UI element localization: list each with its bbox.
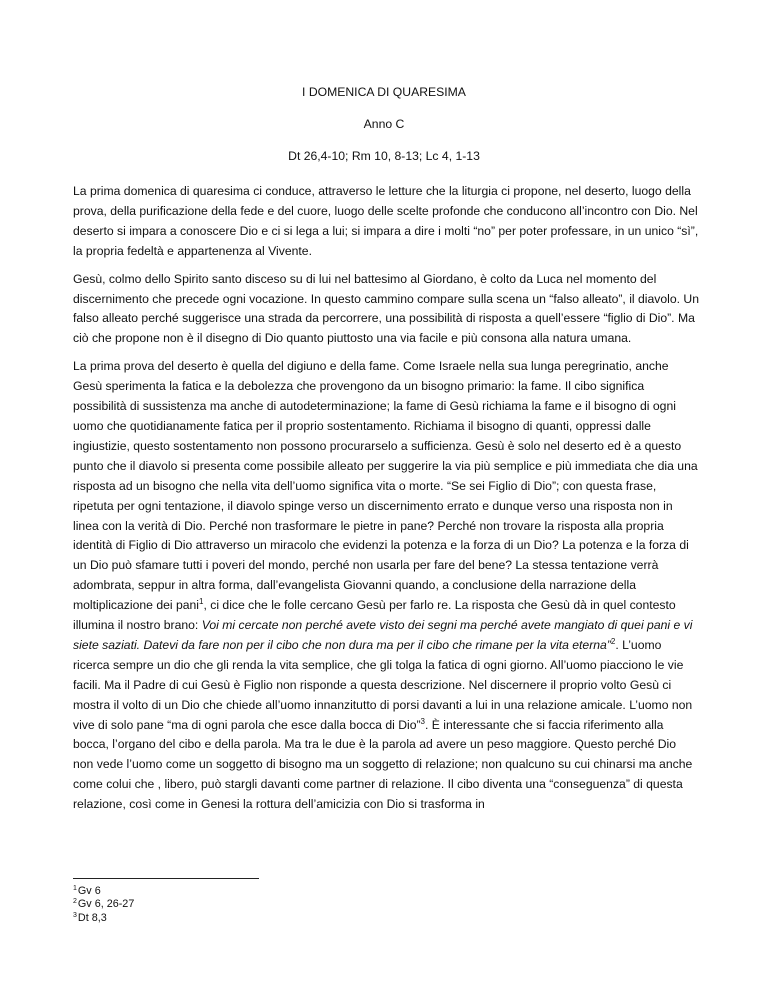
- footnote-text: Dt 8,3: [77, 911, 107, 924]
- footnote-ref-3: 3: [420, 716, 425, 726]
- scripture-readings: Dt 26,4-10; Rm 10, 8-13; Lc 4, 1-13: [288, 149, 480, 163]
- paragraph-1: La prima domenica di quaresima ci conduce, attraverso le letture che la liturgia ci propone, nel deserto, luogo della prova, della purificazione della fede e del cuore, luogo delle scelte profonde che conducono all’incontro con Dio. Nel deserto si impara a conoscere Dio e ci si lega a lui; si impara a dire i molti “no” per poter professare, in un unico “sì”, la propria fedeltà e appartenenza al Vivente.: [73, 184, 699, 258]
- title-block: [0, 84, 768, 180]
- paragraph-2: Gesù, colmo dello Spirito santo disceso su di lui nel battesimo al Giordano, è colto da Luca nel momento del discernimento che precede ogni vocazione. In questo cammino compare sulla scena un “falso alleato”, il diavolo. Un falso alleato perché suggerisce una strada da percorrere, una possibilità di risposta a quell’essere “figlio di Dio”. Ma ciò che propone non è il disegno di Dio quanto piuttosto una via facile e più consona alla natura umana.: [73, 271, 699, 346]
- footnote-2: [73, 898, 134, 911]
- footnote-number: 3: [73, 911, 77, 919]
- paragraph-3-part-d: . È interessante che si faccia riferimento alla bocca, l’organo del cibo e della parola. Ma tra le due è la parola ad avere un peso maggiore. Questo perché Dio non vede l’uomo come un soggetto di bisogno ma un soggetto di relazione; non qualcuno su cui chinarsi ma anche come colui che , libero, può stargli davanti come partner di relazione. Il cibo diventa una “conseguenza” di questa relazione, così come in Genesi la rottura dell’amicizia con Dio si trasforma in: [73, 717, 693, 812]
- body-text: [73, 182, 699, 823]
- footnote-text: Gv 6, 26-27: [77, 898, 135, 911]
- liturgical-year: Anno C: [363, 117, 405, 131]
- footnotes: [73, 885, 134, 925]
- page-title: I DOMENICA DI QUARESIMA: [302, 85, 466, 99]
- footnote-ref-1: 1: [199, 597, 204, 607]
- footnote-separator: [73, 878, 259, 879]
- footnote-ref-2: 2: [610, 636, 616, 646]
- footnote-1: [73, 885, 134, 898]
- paragraph-3: [73, 357, 699, 815]
- footnote-number: 2: [73, 898, 77, 906]
- paragraph-3-part-a: La prima prova del deserto è quella del digiuno e della fame. Come Israele nella sua lunga peregrinatio, anche Gesù sperimenta la fatica e la debolezza che provengono da un bisogno primario: la fame. Il cibo significa possibilità di sussistenza ma anche di autodeterminazione; la fame di Gesù richiama la fame e il bisogno di ogni uomo che quotidianamente fatica per il proprio sostentamento. Richiama il bisogno di quanti, oppressi dalle ingiustizie, questo sostentamento non possono procurarselo a sufficienza. Gesù è solo nel deserto ed è a questo punto che il diavolo si presenta come possibile alleato per suggerire la via più semplice e più immediata che dia una risposta ad un bisogno che nella vita dell’uomo significa vita o morte. “Se sei Figlio di Dio”; con questa frase, ripetuta per ogni tentazione, il diavolo spinge verso un discernimento errato e dunque verso una risposta non in linea con la verità di Dio. Perché non trasformare le pietre in pane? Perché non trovare la risposta alla propria identità di Figlio di Dio attraverso un miracolo che evidenzi la potenza e la forza di un Dio? La potenza e la forza di un Dio può sfamare tutti i poveri del mondo, perché non usarla per fare del bene? La stessa tentazione verrà adombrata, seppur in altra forma, dall’evangelista Giovanni quando, a conclusione della narrazione della moltiplicazione dei pani: [73, 359, 698, 613]
- gospel-quote: Voi mi cercate non perché avete visto dei segni ma perché avete mangiato di quei pani e vi siete saziati. Datevi da fare non per il cibo che non dura ma per il cibo che rimane per la vita eterna”: [73, 618, 693, 652]
- paragraph-3-part-c: . L’uomo ricerca sempre un dio che gli renda la vita semplice, che gli tolga la fatica di ogni giorno. All’uomo piacciono le vie facili. Ma il Padre di cui Gesù è Figlio non risponde a questa descrizione. Nel discernere il proprio volto Gesù ci mostra il volto di un Dio che chiede all’uomo innanzitutto di porsi davanti a lui in una relazione amicale. L’uomo non vive di solo pane “ma di ogni parola che esce dalla bocca di Dio”: [73, 637, 693, 732]
- footnote-3: [73, 912, 134, 925]
- footnote-text: Gv 6: [77, 885, 101, 897]
- paragraph-3-part-b: , ci dice che le folle cercano Gesù per farlo re. La risposta che Gesù dà in quel contesto illumina il nostro brano:: [73, 598, 676, 633]
- footnote-number: 1: [73, 885, 77, 892]
